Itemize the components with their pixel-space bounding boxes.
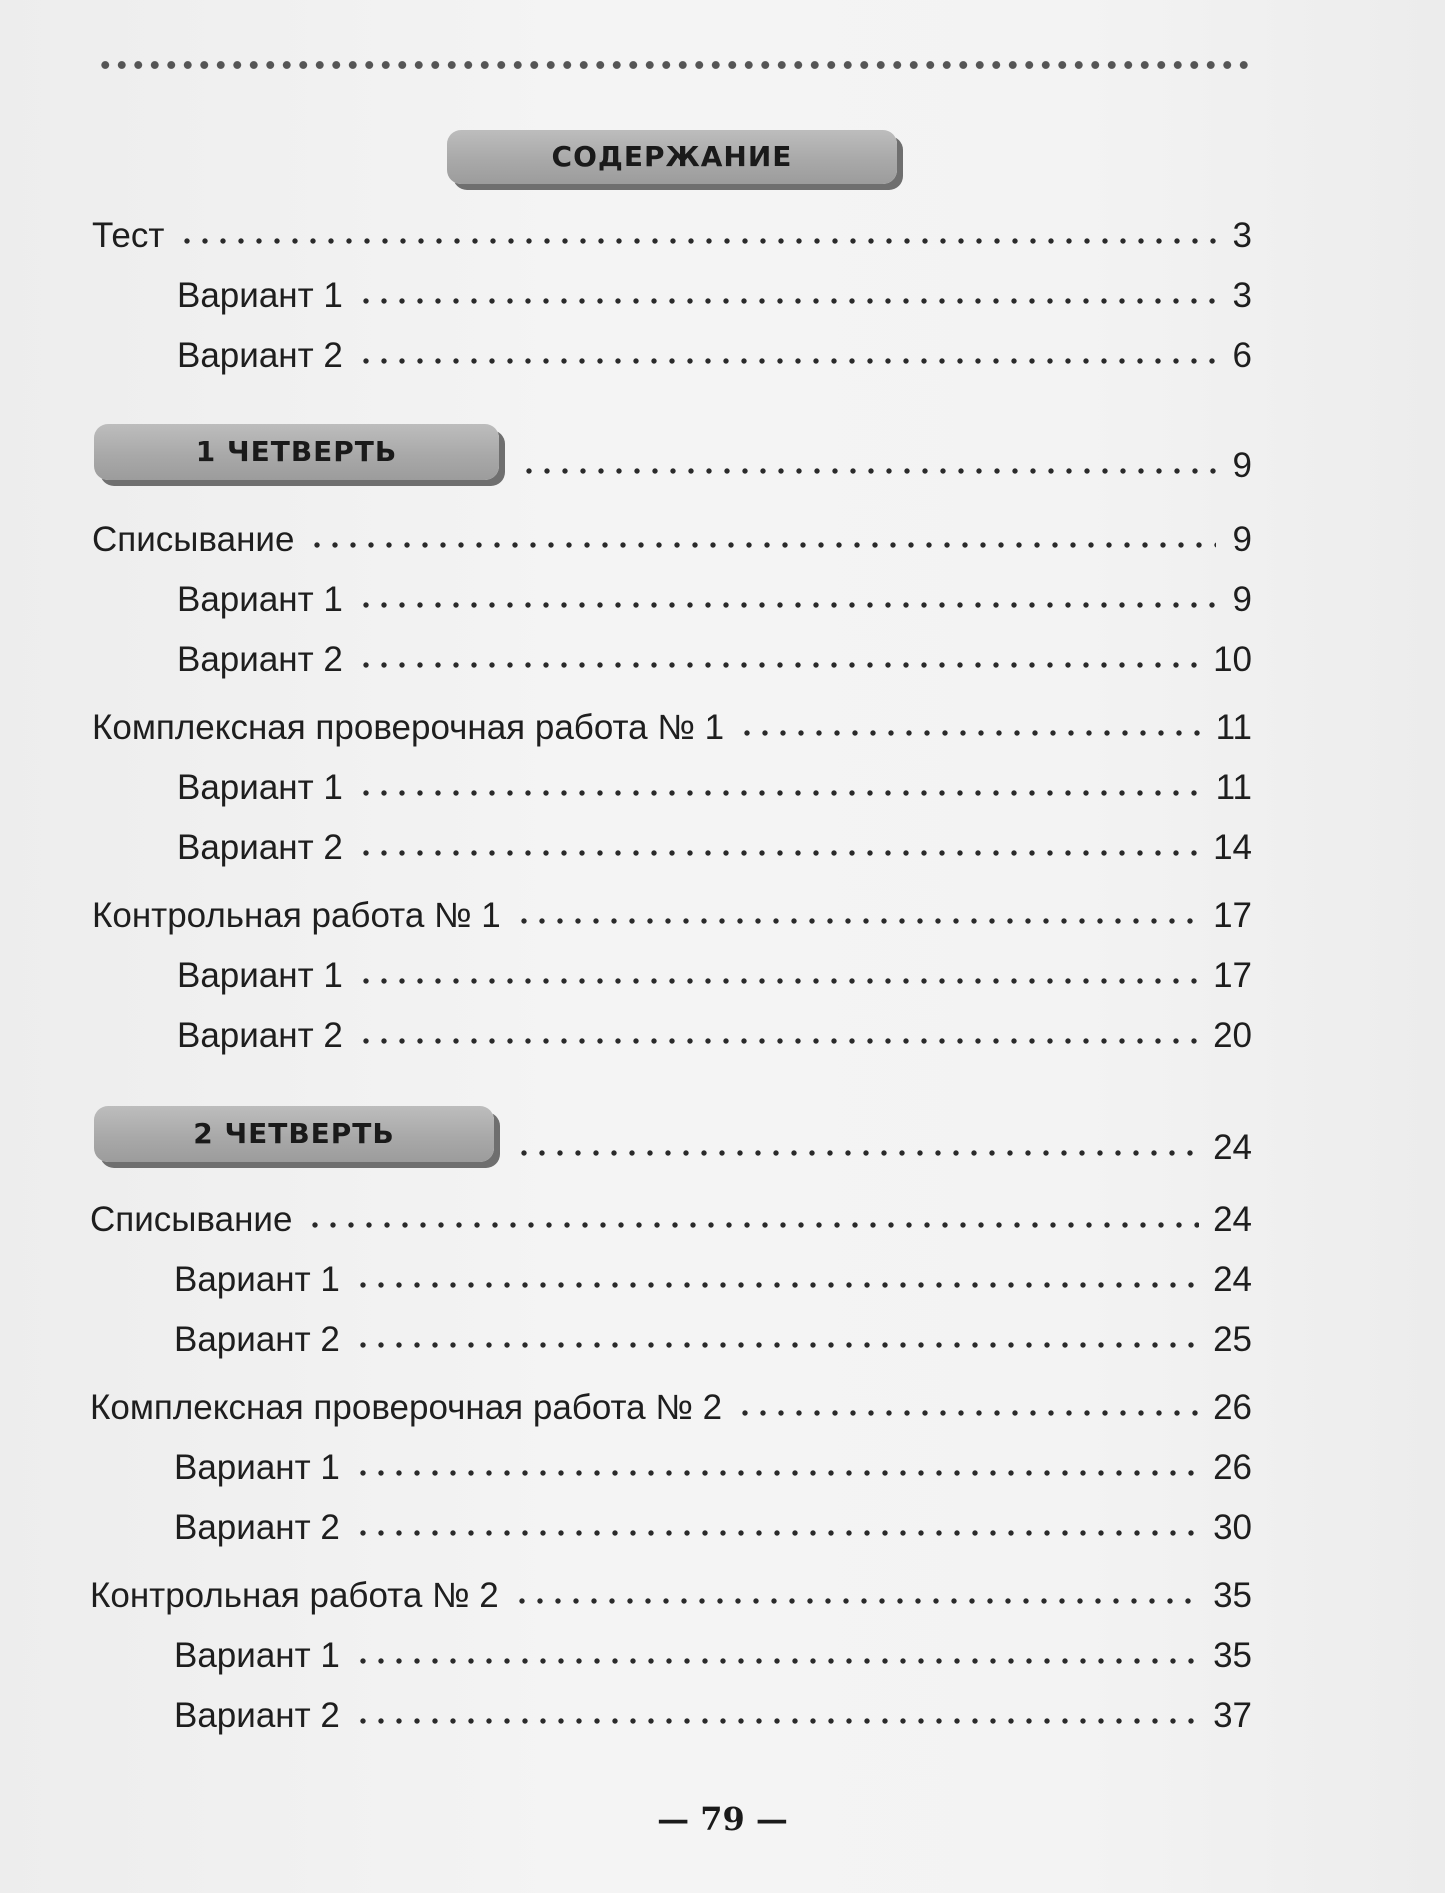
- dot-leader: [357, 976, 1199, 986]
- toc-entry-page: 9: [1232, 520, 1252, 559]
- page-number: — 79 —: [657, 1800, 788, 1838]
- toc-entry-q2-kr-v1[interactable]: [174, 1636, 1252, 1676]
- toc-entry-label: Списывание: [92, 520, 295, 559]
- toc-entry-page: 37: [1213, 1696, 1252, 1735]
- toc-entry-q2-header[interactable]: [515, 1128, 1252, 1168]
- dot-leader: [357, 296, 1216, 306]
- toc-entry-q1-header[interactable]: [520, 446, 1252, 486]
- toc-entry-label: Вариант 1: [174, 1448, 340, 1487]
- contents-title-banner: СОДЕРЖАНИЕ: [447, 130, 897, 184]
- toc-entry-page: 26: [1213, 1448, 1252, 1487]
- dot-leader: [515, 1148, 1199, 1158]
- dot-leader: [354, 1468, 1199, 1478]
- toc-entry-q1-spis[interactable]: [92, 520, 1252, 560]
- toc-entry-label: Вариант 2: [177, 640, 343, 679]
- dot-leader: [354, 1280, 1199, 1290]
- dot-leader: [357, 356, 1216, 366]
- toc-entry-label: Вариант 1: [177, 276, 343, 315]
- toc-entry-page: 35: [1213, 1576, 1252, 1615]
- toc-entry-q1-kr-v1[interactable]: [177, 956, 1252, 996]
- toc-entry-page: 10: [1213, 640, 1252, 679]
- toc-entry-q2-kr[interactable]: [90, 1576, 1252, 1616]
- toc-entry-label: Вариант 2: [174, 1696, 340, 1735]
- toc-entry-page: 24: [1213, 1260, 1252, 1299]
- dot-leader: [354, 1340, 1199, 1350]
- toc-entry-label: Вариант 2: [177, 828, 343, 867]
- toc-entry-label: Контрольная работа № 2: [90, 1576, 499, 1615]
- toc-entry-q1-spis-v1[interactable]: [177, 580, 1252, 620]
- toc-entry-label: Вариант 2: [174, 1320, 340, 1359]
- toc-entry-page: 17: [1213, 956, 1252, 995]
- toc-entry-q2-kr-v2[interactable]: [174, 1696, 1252, 1736]
- toc-entry-page: 9: [1232, 580, 1252, 619]
- toc-entry-page: 3: [1232, 216, 1252, 255]
- toc-entry-page: 11: [1215, 768, 1252, 807]
- toc-entry-label: Вариант 1: [174, 1636, 340, 1675]
- toc-entry-q1-kpr-v1[interactable]: [177, 768, 1252, 808]
- toc-entry-label: Вариант 1: [177, 580, 343, 619]
- dot-leader: [357, 848, 1199, 858]
- dot-leader: [736, 1408, 1199, 1418]
- toc-entry-page: 17: [1213, 896, 1252, 935]
- dot-leader: [354, 1656, 1199, 1666]
- dot-leader: [520, 466, 1219, 476]
- toc-entry-page: 24: [1213, 1128, 1252, 1167]
- toc-entry-label: Вариант 1: [174, 1260, 340, 1299]
- toc-entry-q1-kr[interactable]: [92, 896, 1252, 936]
- dot-leader: [354, 1716, 1199, 1726]
- toc-entry-page: 14: [1213, 828, 1252, 867]
- toc-entry-label: Вариант 2: [177, 1016, 343, 1055]
- toc-entry-label: Вариант 1: [177, 768, 343, 807]
- toc-entry-page: 35: [1213, 1636, 1252, 1675]
- toc-entry-test-v2[interactable]: [177, 336, 1252, 376]
- toc-entry-label: Комплексная проверочная работа № 1: [92, 708, 725, 747]
- toc-entry-q2-spis[interactable]: [90, 1200, 1252, 1240]
- section-banner-q1: 1 ЧЕТВЕРТЬ: [94, 424, 499, 480]
- dot-leader: [357, 600, 1216, 610]
- toc-entry-q1-spis-v2[interactable]: [177, 640, 1252, 680]
- toc-entry-label: Контрольная работа № 1: [92, 896, 501, 935]
- toc-entry-page: 9: [1232, 446, 1252, 485]
- toc-entry-q1-kpr[interactable]: [92, 708, 1252, 748]
- dot-leader: [306, 1220, 1199, 1230]
- toc-entry-q2-spis-v2[interactable]: [174, 1320, 1252, 1360]
- dot-leader: [308, 540, 1216, 550]
- toc-entry-q2-kpr-v2[interactable]: [174, 1508, 1252, 1548]
- toc-entry-q2-kpr-v1[interactable]: [174, 1448, 1252, 1488]
- dot-leader: [513, 1596, 1199, 1606]
- toc-entry-page: 26: [1213, 1388, 1252, 1427]
- toc-entry-q1-kpr-v2[interactable]: [177, 828, 1252, 868]
- toc-entry-label: Списывание: [90, 1200, 293, 1239]
- toc-entry-page: 3: [1232, 276, 1252, 315]
- toc-entry-label: Вариант 1: [177, 956, 343, 995]
- toc-entry-page: 25: [1213, 1320, 1252, 1359]
- toc-entry-page: 24: [1213, 1200, 1252, 1239]
- dot-leader: [357, 1036, 1199, 1046]
- toc-entry-page: 11: [1215, 708, 1252, 747]
- dot-leader: [738, 728, 1202, 738]
- toc-entry-test-v1[interactable]: [177, 276, 1252, 316]
- toc-entry-label: Комплексная проверочная работа № 2: [90, 1388, 723, 1427]
- toc-entry-q1-kr-v2[interactable]: [177, 1016, 1252, 1056]
- dot-leader: [354, 1528, 1199, 1538]
- dot-leader: [178, 236, 1216, 246]
- toc-entry-label: Вариант 2: [177, 336, 343, 375]
- dot-leader: [515, 916, 1199, 926]
- toc-entry-page: 20: [1213, 1016, 1252, 1055]
- toc-entry-label: Вариант 2: [174, 1508, 340, 1547]
- toc-entry-test[interactable]: [92, 216, 1252, 256]
- dot-leader: [357, 660, 1199, 670]
- toc-entry-page: 30: [1213, 1508, 1252, 1547]
- top-dotted-rule: [97, 58, 1252, 72]
- dot-leader: [357, 788, 1202, 798]
- toc-entry-q2-kpr[interactable]: [90, 1388, 1252, 1428]
- toc-entry-label: Тест: [92, 216, 165, 255]
- toc-entry-page: 6: [1232, 336, 1252, 375]
- toc-entry-q2-spis-v1[interactable]: [174, 1260, 1252, 1300]
- section-banner-q2: 2 ЧЕТВЕРТЬ: [94, 1106, 494, 1162]
